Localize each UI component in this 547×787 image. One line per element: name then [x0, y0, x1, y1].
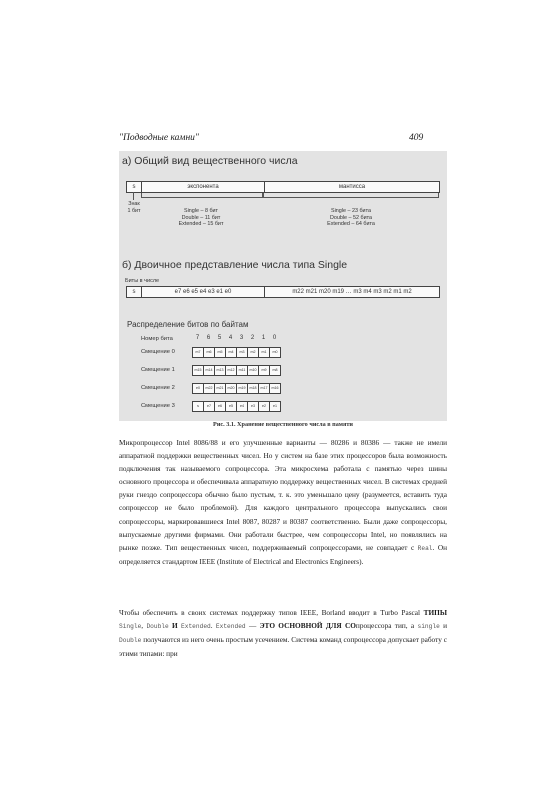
bit-cell: m10	[248, 366, 259, 375]
bit-cell: m4	[226, 348, 237, 357]
general-layout-bar	[126, 181, 440, 193]
paragraph-text: . Он определяется стандартом IEEE (Institute of Electrical and Electronics Engineers).	[119, 542, 447, 566]
mantissa-size-line: Single – 23 бита	[331, 208, 371, 214]
sign-note-line: Знак	[128, 201, 140, 207]
single-exponent-bits: e7 e6 e5 e4 e3 e1 e0	[142, 287, 265, 297]
inline-code-single: Single	[119, 623, 142, 631]
single-bits-bar	[126, 286, 440, 298]
bit-number: 4	[228, 335, 233, 341]
bit-cell: m20	[226, 384, 237, 393]
running-header-title: "Подводные камни"	[119, 133, 199, 143]
byte-row-offset-3	[192, 401, 281, 412]
bit-cell: m9	[259, 366, 270, 375]
bit-cell: m17	[259, 384, 270, 393]
paragraph-text: Микропроцессор Intel 8086/88 и его улучшенные варианты — 80286 и 80386 — также не имели аппаратной поддержки вещественных чисел. Но у систем на базе этих процессоров была возможность подключения так называемого сопроцессора. Эта микросхема работала с памятью через шины основного процессора и обеспечивала аппаратную поддержку вещественных чисел. В системах средней руки гнездо сопроцессора обычно было пустым, т. к. это уменьшало цену (разумеется, вставить туда сопроцессор не было проблемой). Для каждого центрального процессора выпускались свои сопроцессоры, маркировавшиеся Intel 8087, 80287 и 80387 соответственно. Были даже сопроцессоры, выпускаемые другими фирмами. Они работали быстрее, чем сопроцессоры Intel, но появлялись на рынке позже. Тип вещественных чисел, поддерживаемый сопроцессорами, не совпадает с	[119, 438, 447, 552]
bit-cell: m15	[193, 366, 204, 375]
bold-text: ЭТО ОСНОВНОЙ ДЛЯ СО	[259, 621, 356, 631]
bit-number: 3	[239, 335, 244, 341]
bit-cell: m1	[259, 348, 270, 357]
inline-code-double: Double	[119, 637, 142, 645]
bit-number: 0	[272, 335, 277, 341]
bit-cell: m13	[215, 366, 226, 375]
bit-cell: e3	[248, 402, 259, 411]
bit-cell: m7	[193, 348, 204, 357]
inline-code-double: Double	[146, 623, 169, 631]
exponent-size-line: Double – 11 бит	[181, 214, 221, 221]
single-mantissa-bits: m22 m21 m20 m19 … m3 m4 m3 m2 m1 m2	[292, 289, 412, 295]
bit-cell: e6	[215, 402, 226, 411]
paragraph-text: Чтобы обеспечить в своих системах поддержку типов IEEE, Borland вводит в Turbo Pascal	[119, 608, 424, 617]
bit-cell: m21	[215, 384, 226, 393]
bit-cell: m0	[272, 350, 278, 354]
single-sign-cell: s	[127, 287, 142, 297]
bit-cell: m6	[204, 348, 215, 357]
bit-cell: e5	[226, 402, 237, 411]
exponent-cell: экспонента	[142, 182, 265, 192]
body-paragraph-2	[119, 606, 447, 660]
separator: ,	[141, 621, 147, 631]
page-number: 409	[409, 133, 424, 143]
exponent-brace	[141, 193, 263, 198]
bit-cell: e2	[259, 402, 270, 411]
bit-cell: m3	[237, 348, 248, 357]
bold-text: И	[168, 621, 182, 631]
figure-section-b-title: б) Двоичное представление числа типа Single	[122, 259, 348, 271]
bold-text: ТИПЫ	[423, 608, 447, 617]
bit-number-row	[192, 335, 280, 341]
bit-number-label: Номер бита	[141, 336, 173, 342]
exponent-sizes	[161, 208, 241, 228]
bit-cell: e4	[237, 402, 248, 411]
mantissa-size-line: Double – 52 бита	[329, 214, 373, 221]
mantissa-sizes	[305, 208, 397, 228]
sign-note-line: 1 бит	[127, 207, 141, 214]
mantissa-size-line: Extended – 64 бита	[327, 221, 375, 228]
offset-label: Смещение 1	[141, 367, 175, 373]
separator: .	[210, 621, 216, 631]
body-paragraph-1	[119, 436, 447, 568]
bit-cell: m2	[248, 348, 259, 357]
bit-cell: m11	[237, 366, 248, 375]
inline-code-real: Real	[417, 544, 433, 552]
bit-cell: m12	[226, 366, 237, 375]
exponent-size-line: Extended – 15 бит	[178, 221, 224, 228]
bits-in-number-label: Биты в числе	[125, 278, 160, 284]
bit-cell: m18	[248, 384, 259, 393]
bit-cell: m14	[204, 366, 215, 375]
mantissa-cell: мантисса	[338, 184, 366, 190]
bit-cell: m19	[237, 384, 248, 393]
inline-code-extended: Extended	[215, 623, 246, 631]
exponent-size-line: Single – 8 бит	[183, 208, 219, 214]
bit-cell: m22	[204, 384, 215, 393]
bit-cell: m8	[272, 368, 278, 372]
bit-cell: e0	[193, 384, 204, 393]
byte-row-offset-2	[192, 383, 281, 394]
inline-code-single: single	[417, 623, 440, 631]
dash: —	[245, 621, 260, 631]
mantissa-brace	[263, 193, 439, 198]
offset-label: Смещение 2	[141, 385, 175, 391]
figure-caption: Рис. 3.1. Хранение вещественного числа в памяти	[213, 421, 353, 428]
byte-row-offset-0	[192, 347, 281, 358]
paragraph-text: и	[439, 621, 448, 631]
figure-section-a-title: а) Общий вид вещественного числа	[122, 155, 298, 167]
offset-label: Смещение 3	[141, 403, 175, 409]
bit-number: 1	[261, 335, 266, 341]
paragraph-text: процессора тип, а	[355, 621, 418, 631]
bit-number: 6	[206, 335, 211, 341]
bit-cell: s	[193, 402, 204, 411]
sign-cell: s	[127, 182, 142, 192]
inline-code-extended: Extended	[181, 623, 211, 631]
byte-row-offset-1	[192, 365, 281, 376]
sign-note	[122, 201, 146, 214]
bit-number: 5	[217, 335, 222, 341]
byte-distribution-title: Распределение битов по байтам	[127, 320, 249, 329]
bit-cell: m16	[271, 386, 279, 390]
figure-real-number-storage	[119, 151, 447, 428]
bit-cell: m5	[215, 348, 226, 357]
offset-label: Смещение 0	[141, 349, 175, 355]
paragraph-text: получаются из него очень простым усечением. Система команд сопроцессора допускает работу с этими типами: при	[119, 635, 447, 659]
bit-number: 7	[195, 335, 200, 341]
bit-cell: e1	[273, 404, 277, 408]
bit-cell: e7	[204, 402, 215, 411]
sign-tick	[133, 192, 134, 200]
bit-number: 2	[250, 335, 255, 341]
